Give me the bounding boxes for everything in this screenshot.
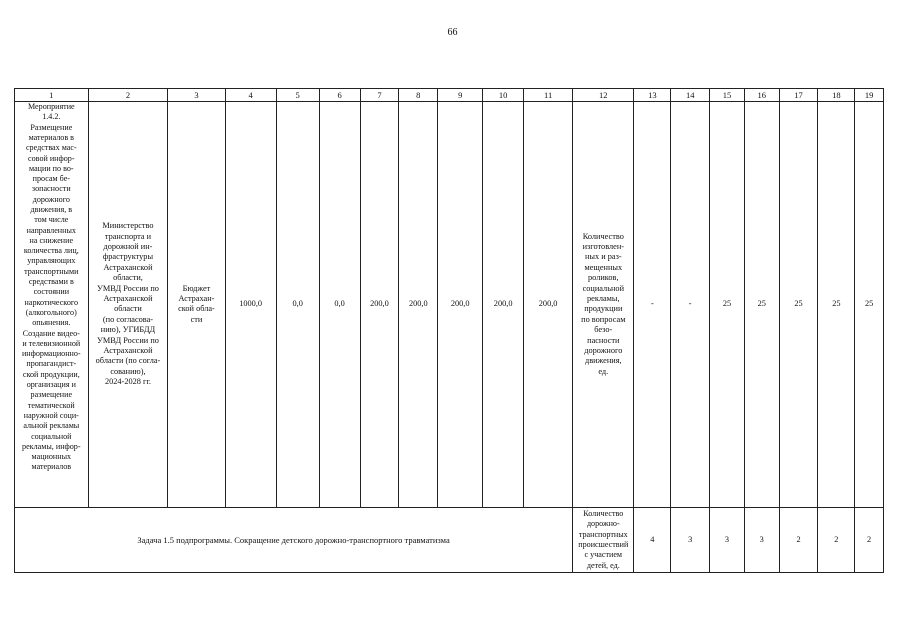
program-table: [14, 88, 884, 573]
text-line: Бюджет: [182, 283, 211, 293]
text-line: Астраханской: [103, 262, 153, 272]
task-cell-col13: 4: [634, 507, 671, 572]
text-line: Астраханской: [103, 346, 153, 356]
page-number: 66: [447, 27, 458, 38]
text-line: средствах мас-: [25, 143, 77, 153]
text-line: транспортными: [24, 266, 79, 276]
text-line: движения, в: [30, 204, 73, 214]
column-header: 11: [524, 89, 573, 102]
text-line: ской обла-: [178, 304, 215, 314]
text-line: Мероприятие: [27, 102, 75, 112]
text-line: транспорта и: [104, 231, 152, 241]
cell-col13: -: [634, 102, 671, 508]
text-line: Астрахан-: [178, 294, 215, 304]
column-header: 3: [168, 89, 225, 102]
column-header: 18: [818, 89, 855, 102]
text-line: сованию),: [110, 366, 146, 376]
text-line: материалов в: [28, 132, 74, 142]
text-line: социальной: [582, 283, 625, 293]
text-line: (по согласова-: [102, 314, 154, 324]
column-header: 14: [671, 89, 710, 102]
text-line: альной рекламы: [23, 421, 80, 431]
text-line: дорожной ин-: [103, 241, 153, 251]
task-cell-col19: 2: [855, 507, 884, 572]
column-header: 13: [634, 89, 671, 102]
cell-col19: 25: [855, 102, 884, 508]
funding-source: [168, 102, 225, 508]
task-cell-col18: 2: [818, 507, 855, 572]
text-line: дорожно-: [586, 519, 620, 529]
text-line: организация и: [26, 380, 76, 390]
text-line: роликов,: [588, 273, 619, 283]
column-header: 15: [710, 89, 745, 102]
cell-col16: 25: [744, 102, 779, 508]
text-line: том числе: [34, 215, 69, 225]
column-header: 17: [779, 89, 818, 102]
column-header: 2: [88, 89, 168, 102]
activity-row: [15, 102, 884, 508]
cell-col15: 25: [710, 102, 745, 508]
text-line: на снижение: [29, 235, 74, 245]
text-line: опьянения.: [32, 318, 71, 328]
task-cell-col17: 2: [779, 507, 818, 572]
text-line: области: [114, 304, 142, 314]
text-line: 1.4.2.: [42, 112, 61, 122]
text-line: ед.: [598, 366, 609, 376]
text-line: области,: [113, 273, 143, 283]
text-line: Количество: [582, 231, 624, 241]
column-header: 9: [438, 89, 483, 102]
cell-col14: -: [671, 102, 710, 508]
cell-total: 1000,0: [225, 102, 276, 508]
text-line: 2024-2028 гг.: [104, 377, 151, 387]
cell-col8: 200,0: [399, 102, 438, 508]
text-line: продукции: [584, 304, 623, 314]
text-line: безо-: [594, 325, 613, 335]
activity-description: [15, 102, 89, 508]
text-line: и телевизионной: [22, 338, 81, 348]
text-line: изготовлен-: [582, 241, 625, 251]
text-line: (алкогольного): [25, 307, 77, 317]
text-line: детей, ед.: [586, 560, 620, 570]
text-line: Размещение: [30, 122, 73, 132]
column-header: 10: [483, 89, 524, 102]
text-line: информационно-: [21, 349, 81, 359]
text-line: социальной: [31, 431, 72, 441]
task-cell-col14: 3: [671, 507, 710, 572]
text-line: ных и раз-: [584, 252, 622, 262]
column-header: 12: [573, 89, 634, 102]
column-header: 7: [360, 89, 399, 102]
text-line: средствами в: [28, 277, 74, 287]
header-row: [15, 89, 884, 102]
text-line: Министерство: [102, 221, 154, 231]
text-line: фраструктуры: [102, 252, 154, 262]
text-line: мации по во-: [29, 163, 74, 173]
text-line: состоянии: [33, 287, 70, 297]
responsible-executors: [88, 102, 168, 508]
indicator-name: [573, 102, 634, 508]
text-line: области (по согла-: [95, 356, 161, 366]
text-line: Количество: [583, 509, 624, 519]
column-header: 19: [855, 89, 884, 102]
text-line: ской продукции,: [22, 369, 80, 379]
text-line: количества лиц,: [23, 246, 79, 256]
cell-col10: 200,0: [483, 102, 524, 508]
text-line: наружной соци-: [23, 410, 79, 420]
cell-col7: 200,0: [360, 102, 399, 508]
column-header: 16: [744, 89, 779, 102]
cell-col17: 25: [779, 102, 818, 508]
column-header: 8: [399, 89, 438, 102]
text-line: мещенных: [584, 262, 623, 272]
text-line: с участием: [584, 550, 623, 560]
column-header: 5: [276, 89, 319, 102]
text-line: Создание видео-: [22, 328, 80, 338]
task-title: Задача 1.5 подпрограммы. Сокращение детского дорожно-транспортного травматизма: [15, 507, 573, 572]
column-header: 1: [15, 89, 89, 102]
text-line: Астраханской: [103, 294, 153, 304]
cell-col18: 25: [818, 102, 855, 508]
task-indicator-name: [573, 507, 634, 572]
text-line: наркотического: [24, 297, 79, 307]
text-line: совой инфор-: [28, 153, 75, 163]
text-line: транспортных: [578, 529, 628, 539]
text-line: пасности: [587, 335, 620, 345]
text-line: направленных: [26, 225, 76, 235]
cell-col11: 200,0: [524, 102, 573, 508]
text-line: дорожного: [32, 194, 70, 204]
text-line: УМВД России по: [97, 335, 159, 345]
column-header: 4: [225, 89, 276, 102]
cell-col6: 0,0: [319, 102, 360, 508]
text-line: происшествий: [578, 539, 629, 549]
text-line: сти: [190, 314, 203, 324]
text-line: УМВД России по: [97, 283, 159, 293]
text-line: движения,: [584, 356, 622, 366]
task-cell-col16: 3: [744, 507, 779, 572]
text-line: рекламы,: [587, 294, 620, 304]
text-line: управляющих: [27, 256, 76, 266]
text-line: мационных: [31, 452, 72, 462]
cell-col9: 200,0: [438, 102, 483, 508]
text-line: нию), УГИБДД: [100, 325, 156, 335]
text-line: просам бе-: [32, 174, 70, 184]
text-line: размещение: [30, 390, 73, 400]
text-line: по вопросам: [581, 314, 626, 324]
task-cell-col15: 3: [710, 507, 745, 572]
text-line: зопасности: [31, 184, 71, 194]
text-line: материалов: [31, 462, 72, 472]
text-line: тематической: [27, 400, 75, 410]
text-line: пропагандист-: [26, 359, 77, 369]
cell-col5: 0,0: [276, 102, 319, 508]
text-line: дорожного: [584, 346, 623, 356]
column-header: 6: [319, 89, 360, 102]
task-row: [15, 507, 884, 572]
text-line: рекламы, инфор-: [22, 441, 81, 451]
